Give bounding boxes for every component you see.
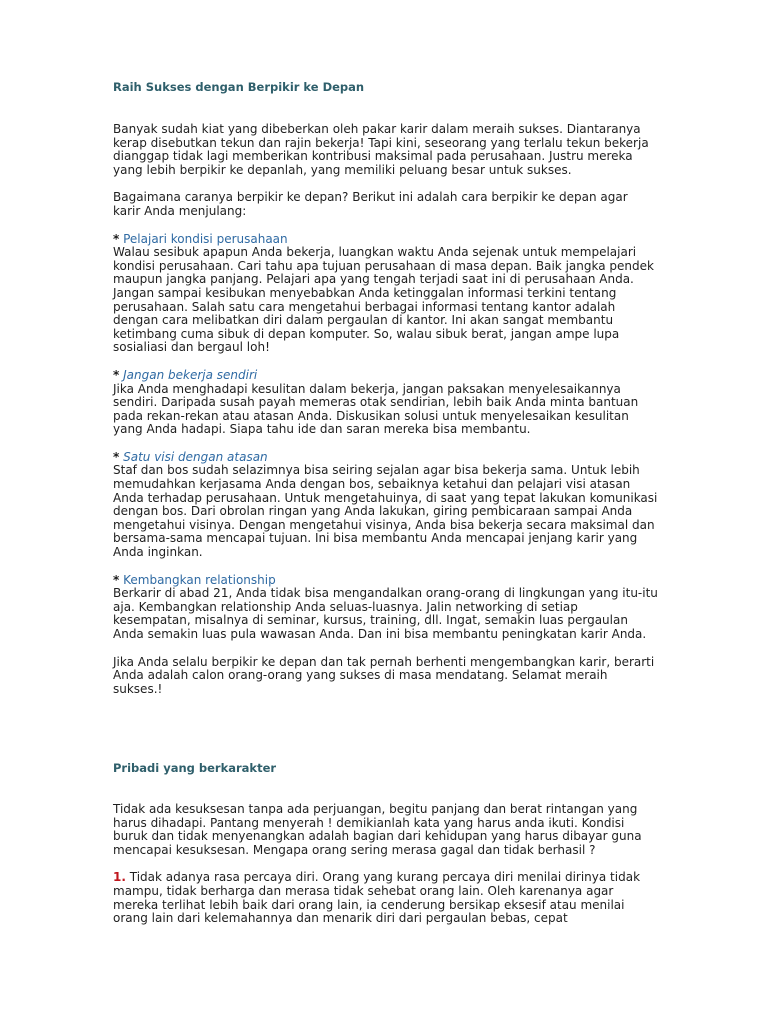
intro-paragraph-2: Tidak ada kesuksesan tanpa ada perjuangan, begitu panjang dan berat rintangan yang harus dihadapi. Pantang menyerah ! demikianlah kata yang harus anda ikuti. Kondisi buruk dan tidak menyenangkan adalah bagian dari kehidupan yang harus dibayar guna mencapai kesuksesan. Mengapa orang sering merasa gagal dan tidak berhasil ?: [113, 802, 642, 857]
article-title-2: Pribadi yang berkarakter: [113, 761, 277, 775]
article-title: Raih Sukses dengan Berpikir ke Depan: [113, 80, 365, 94]
item-number: 1.: [113, 870, 126, 885]
question-paragraph: Bagaimana caranya berpikir ke depan? Berikut ini adalah cara berpikir ke depan agar karir Anda menjulang:: [113, 190, 628, 218]
closing-paragraph: Jika Anda selalu berpikir ke depan dan tak pernah berhenti mengembangkan karir, berarti Anda adalah calon orang-orang yang sukses di masa mendatang. Selamat meraih sukses.!: [113, 654, 655, 696]
section-pelajari: [113, 233, 658, 355]
bullet-star: *: [113, 231, 120, 246]
article-body-2: [113, 803, 658, 940]
bullet-star: *: [113, 449, 120, 464]
section-jangan: [113, 369, 658, 437]
section-body: Berkarir di abad 21, Anda tidak bisa mengandalkan orang-orang di lingkungan yang itu-itu aja. Kembangkan relationship Anda seluas-luasnya. Jalin networking di setiap kesempatan, misalnya di seminar, kursus, training, dll. Ingat, semakin luas pergaulan Anda semakin luas pula wawasan Anda. Dan ini bisa membantu peningkatan karir Anda.: [113, 586, 658, 641]
intro-paragraph: Banyak sudah kiat yang dibeberkan oleh pakar karir dalam meraih sukses. Diantaranya kerap disebutkan tekun dan rajin bekerja! Tapi kini, seseorang yang terlalu tekun bekerja dianggap tidak lagi memberikan kontribusi maksimal pada perusahaan. Justru mereka yang lebih berpikir ke depanlah, yang memiliki peluang besar untuk sukses.: [113, 122, 649, 177]
numbered-item-1: [113, 871, 658, 925]
section-body: Walau sesibuk apapun Anda bekerja, luangkan waktu Anda sejenak untuk mempelajari kondisi perusahaan. Cari tahu apa tujuan perusahaan di masa depan. Baik jangka pendek maupun jangka panjang. Pelajari apa yang tengah terjadi saat ini di perusahaan Anda. Jangan sampai kesibukan menyebabkan Anda ketinggalan informasi terkini tentang perusahaan. Salah satu cara mengetahui berbagai informasi tentang kantor adalah dengan cara melibatkan diri dalam pergaulan di kantor. Ini akan sangat membantu ketimbang cuma sibuk di depan komputer. So, walau sibuk berat, jangan ampe lupa sosialiasi dan bergaul loh!: [113, 245, 654, 355]
section-heading: Pelajari kondisi perusahaan: [123, 231, 288, 246]
section-body: Jika Anda menghadapi kesulitan dalam bekerja, jangan paksakan menyelesaikannya sendiri. Daripada susah payah memeras otak sendirian, lebih baik Anda minta bantuan pada rekan-rekan atau atasan Anda. Diskusikan solusi untuk menyelesaikan kesulitan yang Anda hadapi. Siapa tahu ide dan saran mereka bisa membantu.: [113, 381, 639, 437]
section-body: Staf dan bos sudah selazimnya bisa seiring sejalan agar bisa bekerja sama. Untuk lebih memudahkan kerjasama Anda dengan bos, sebaiknya ketahui dan pelajari visi atasan Anda terhadap perusahaan. Untuk mengetahuinya, di saat yang tepat lakukan komunikasi dengan bos. Dari obrolan ringan yang Anda lakukan, giring pembicaraan sampai Anda mengetahui visinya. Dengan mengetahui visinya, Anda bisa bekerja secara maksimal dan bersama-sama mencapai tujuan. Ini bisa membantu Anda mencapai jenjang karir yang Anda inginkan.: [113, 463, 658, 560]
bullet-star: *: [113, 572, 120, 587]
article-body: [113, 123, 658, 710]
section-heading: Jangan bekerja sendiri: [123, 367, 258, 382]
section-heading: Kembangkan relationship: [123, 572, 276, 587]
bullet-star: *: [113, 367, 120, 382]
section-kembangkan: [113, 574, 658, 642]
item-text: Tidak adanya rasa percaya diri. Orang yang kurang percaya diri menilai dirinya tidak mampu, tidak berharga dan merasa tidak sehebat orang lain. Oleh karenanya agar mereka terlihat lebih baik dari orang lain, ia cenderung bersikap eksesif atau menilai orang lain dari kelemahannya dan menarik diri dari pergaulan bebas, cepat: [113, 870, 641, 926]
section-satu-visi: [113, 451, 658, 560]
section-heading: Satu visi dengan atasan: [123, 449, 268, 464]
